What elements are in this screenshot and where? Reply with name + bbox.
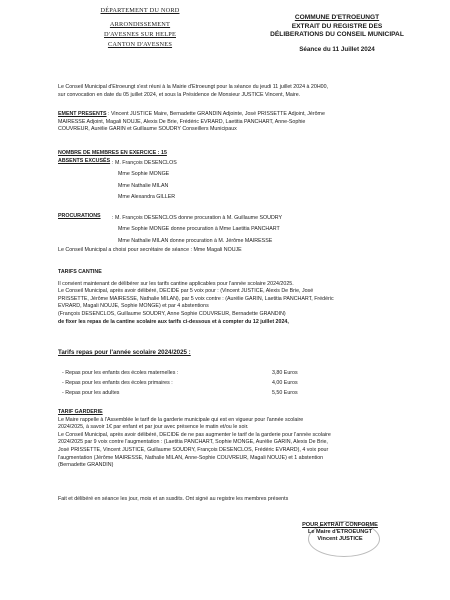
membres-block [58, 150, 418, 158]
garderie-line: Le Maire rappelle à l'Assemblée le tarif de la garderie municipale qui est en vigueur pour l'année scolaire [58, 416, 304, 423]
signature-line3: Vincent JUSTICE [317, 536, 363, 543]
garderie-line: José PRISSETTE, Vincent JUSTICE, Guillaume SOUDRY, François DESENCLOS, Frédéric EVRARD), 4 voix pour [58, 446, 329, 453]
membres-label: NOMBRE DE MEMBRES EN EXERCICE : 15 [58, 150, 167, 156]
procurations-list [112, 213, 282, 247]
absent-item: Mme Nathalie MILAN [118, 182, 169, 189]
tarifs-cantine-block [58, 269, 418, 326]
tarif-row-value: 5,50 Euros [272, 390, 298, 396]
absent-item: Mme Alexandra GILLER [118, 194, 176, 201]
presents-line: : Vincent JUSTICE Maire, Bernadette GRANDIN Adjointe, José PRISSETTE Adjoint, Jérôme [108, 111, 325, 117]
absents-label: ABSENTS EXCUSÉS [58, 158, 111, 164]
garderie-line: (Bernadette GRANDIN) [58, 462, 114, 469]
intro-paragraph [58, 84, 418, 99]
signature-line1: POUR EXTRAIT CONFORME [302, 522, 378, 528]
departement: DÉPARTEMENT DU NORD [100, 7, 180, 14]
garderie-line: 2024/2025 par 9 voix contre l'augmentation : (Laetitia PANCHART, Sophie MONGE, Aurélie GARIN, Alexis De Brie, [58, 439, 328, 446]
signature-block [280, 522, 400, 544]
presents-line: COUVREUR, Aurélie GARIN et Guillaume SOUDRY Conseillers Municipaux [58, 126, 237, 133]
procurations-label: PROCURATIONS [58, 213, 101, 219]
tarif-row-value: 3,80 Euros [272, 370, 298, 376]
intro-line: sur convocation en date du 05 juillet 2024, et sous la Présidence de Monsieur JUSTICE Vincent, Maire. [58, 91, 301, 98]
presents-line: MAIRESSE Adjoint, Magali NOUJÉ, Alexis De Brie, Frédéric EVRARD, Laetitia PANCHART, Anne-Sophie [58, 118, 306, 125]
tarif-row-label: - Repas pour les adultes [62, 390, 120, 396]
secretaire-line: Le Conseil Municipal a choisi pour secrétaire de séance : Mme Magali NOUJÉ [58, 247, 242, 253]
intro-line: Le Conseil Municipal d'Etroeungt s'est réuni à la Mairie d'Etroeungt pour la séance du jeudi 11 juillet 2024 à 20H00, [58, 84, 329, 90]
presents-label: ÉMENT PRÉSENTS [58, 111, 107, 117]
tarifs-cantine-line: Le Conseil Municipal, après avoir délibéré, DECIDE par 5 voix pour : (Vincent JUSTICE, Alexis De Brie, José [58, 288, 314, 295]
absent-item: : M. François DESENCLOS [112, 160, 177, 166]
garderie-line: Le Conseil Municipal, après avoir délibéré, DECIDE de ne pas augmenter le tarif de la garderie pour l'année scolaire [58, 431, 331, 438]
tarifs-cantine-title: TARIFS CANTINE [58, 269, 102, 275]
signature-line2: Le Maire d'ETROEUNGT [307, 529, 373, 536]
tarifs-cantine-line: EVRARD, Magali NOUJÉ, Sophie MONGE) et par 4 abstentions [58, 303, 209, 310]
procuration-item: : M. François DESENCLOS donne procuration à M. Guillaume SOUDRY [112, 215, 283, 221]
tarifs-cantine-line: (François DESENCLOS, Guillaume SOUDRY, Anne Sophie COUVREUR, Bernadette GRANDIN) [58, 310, 286, 317]
procuration-item: Mme Sophie MONGE donne procuration à Mme Laetitia PANCHART [118, 226, 280, 233]
extrait-line1: EXTRAIT DU REGISTRE DES [291, 22, 383, 30]
header-left [70, 6, 210, 50]
arrondissement: ARRONDISSEMENT [109, 21, 171, 28]
extrait-line2: DÉLIBERATIONS DU CONSEIL MUNICIPAL [270, 31, 404, 39]
commune-title: COMMUNE D'ETROEUNGT [294, 14, 380, 21]
tarifs-cantine-line: de fixer les repas de la cantine scolaire aux tarifs ci-dessous et à compter du 12 juillet 2024, [58, 318, 289, 325]
closing-line: Fait et délibéré en séance les jour, mois et an susdits. Ont signé au registre les membres présents [58, 496, 289, 502]
tarifs-cantine-line: PRISSETTE, Jérôme MAIRESSE, Nathalie MILAN), par 5 voix contre : (Aurélie GARIN, Laetitia PANCHART, Frédéric [58, 295, 334, 302]
arrondissement-name: D'AVESNES SUR HELPE [104, 31, 176, 38]
presents-block [58, 111, 418, 134]
garderie-line: 2024/2025, à savoir 1€ par enfant et par jour avec présence le matin et/ou le soir. [58, 424, 249, 431]
absent-item: Mme Sophie MONGE [118, 171, 170, 178]
tarif-row-label: - Repas pour les enfants des écoles maternelles : [62, 370, 179, 376]
tarifs-cantine-line: Il convient maintenant de délibérer sur les tarifs cantine applicables pour l'année scolaire 2024/2025. [58, 280, 294, 287]
seance-date: Séance du 11 Juillet 2024 [299, 45, 375, 53]
tarif-garderie-title: TARIF GARDERIE [58, 409, 103, 415]
absents-list [112, 158, 177, 204]
canton: CANTON D'AVESNES [107, 41, 173, 48]
header-right [262, 14, 412, 54]
procuration-item: Mme Nathalie MILAN donne procuration à M. Jérôme MAIRESSE [118, 237, 273, 244]
tarifs-repas-title: Tarifs repas pour l'année scolaire 2024/2025 : [58, 349, 191, 356]
garderie-line: l'augmentation (Jérôme MAIRESSE, Nathalie MILAN, Anne-Sophie COUVREUR, Magali NOUJÉ) et 1 abstention [58, 454, 324, 461]
tarif-row-value: 4,00 Euros [272, 380, 298, 386]
tarif-row-label: - Repas pour les enfants des écoles primaires : [62, 380, 173, 386]
tarif-garderie-block [58, 409, 418, 470]
